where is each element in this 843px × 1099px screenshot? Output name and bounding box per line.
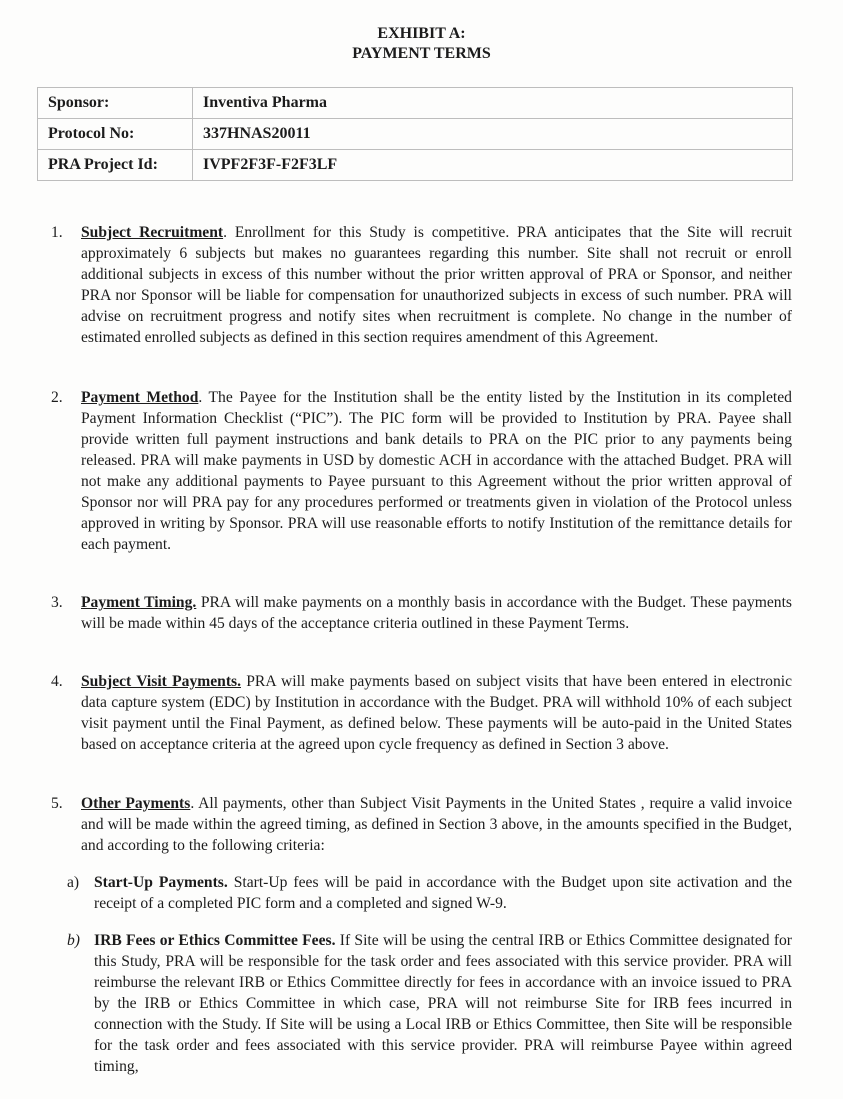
- section-number: 2.: [51, 389, 63, 406]
- table-value: 337HNAS20011: [193, 119, 793, 150]
- table-value: Inventiva Pharma: [193, 88, 793, 119]
- section-text: PRA will make payments on a monthly basis in accordance with the Budget. These payments will be made within 45 days of the acceptance criteria outlined in these Payment Terms.: [81, 594, 792, 632]
- subsection-text: If Site will be using the central IRB or Ethics Committee designated for this Study, PRA will be responsible for the task order and fees associated with this service provider. PRA will reimburse the relevant IRB or Ethics Committee directly for fees in accordance with an invoice issued to PRA by the IRB or Ethics Committee in which case, PRA will not reimburse Site for IRB fees incurred in connection with the Study. If Site will be using a Local IRB or Ethics Committee, then Site will be responsible for the task order and fees associated with this service provider. PRA will reimburse Payee within agreed timing,: [94, 932, 793, 1075]
- section-body: [81, 793, 792, 856]
- table-label: PRA Project Id:: [38, 150, 193, 181]
- section-heading: Payment Timing.: [81, 594, 197, 611]
- section-number: 1.: [51, 224, 63, 241]
- subsection-body: [94, 872, 792, 914]
- table-row: [38, 150, 793, 181]
- exhibit-subtitle: PAYMENT TERMS: [352, 45, 491, 62]
- section-heading: Subject Recruitment: [81, 224, 224, 241]
- section-heading: Subject Visit Payments.: [81, 673, 241, 690]
- table-row: [38, 119, 793, 150]
- subsection-body: [94, 930, 792, 1077]
- section-text: . All payments, other than Subject Visit Payments in the United States , require a valid invoice and will be made within the agreed timing, as defined in Section 3 above, in the amounts specified in the Budget, and according to the following criteria:: [81, 795, 792, 854]
- section-heading: Payment Method: [81, 389, 199, 406]
- table-row: [38, 88, 793, 119]
- exhibit-title: EXHIBIT A:: [377, 25, 466, 42]
- section-body: [81, 671, 792, 755]
- subsection-heading: Start-Up Payments.: [94, 874, 228, 891]
- section-heading: Other Payments: [81, 795, 191, 812]
- protocol-info-table: [37, 87, 793, 181]
- section-text: . The Payee for the Institution shall be the entity listed by the Institution in its completed Payment Information Checklist (“PIC”). The PIC form will be provided to Institution by PRA. Payee shall provide written full payment instructions and bank details to PRA on the PIC prior to any payments being released. PRA will make payments in USD by domestic ACH in accordance with the attached Budget. PRA will not make any additional payments to Payee pursuant to this Agreement without the prior written approval of Sponsor nor will PRA pay for any procedures performed or treatments given in violation of the Protocol unless approved in writing by Sponsor. PRA will use reasonable efforts to notify Institution of the remittance details for each payment.: [81, 389, 792, 553]
- table-label: Sponsor:: [38, 88, 193, 119]
- subsection-number: b): [67, 932, 80, 949]
- section-number: 4.: [51, 673, 63, 690]
- table-value: IVPF2F3F-F2F3LF: [193, 150, 793, 181]
- section-text: PRA will make payments based on subject visits that have been entered in electronic data capture system (EDC) by Institution in accordance with the Budget. PRA will withhold 10% of each subject visit payment until the Final Payment, as defined below. These payments will be auto-paid in the United States based on acceptance criteria at the agreed upon cycle frequency as defined in Section 3 above.: [81, 673, 792, 753]
- section-body: [81, 387, 792, 555]
- subsection-text: Start-Up fees will be paid in accordance with the Budget upon site activation and the receipt of a completed PIC form and a completed and signed W-9.: [94, 874, 792, 912]
- section-number: 5.: [51, 795, 63, 812]
- section-number: 3.: [51, 594, 63, 611]
- subsection-number: a): [67, 874, 80, 891]
- table-label: Protocol No:: [38, 119, 193, 150]
- section-body: [81, 592, 792, 634]
- section-text: . Enrollment for this Study is competitive. PRA anticipates that the Site will recruit approximately 6 subjects but makes no guarantees regarding this number. Site shall not recruit or enroll additional subjects in excess of this number without the prior written approval of PRA or Sponsor, and neither PRA nor Sponsor will be liable for compensation for unauthorized subjects in excess of such number. PRA will advise on recruitment progress and notify sites when recruitment is complete. No change in the number of estimated enrolled subjects as defined in this section requires amendment of this Agreement.: [81, 224, 792, 346]
- section-body: [81, 222, 792, 348]
- subsection-heading: IRB Fees or Ethics Committee Fees.: [94, 932, 336, 949]
